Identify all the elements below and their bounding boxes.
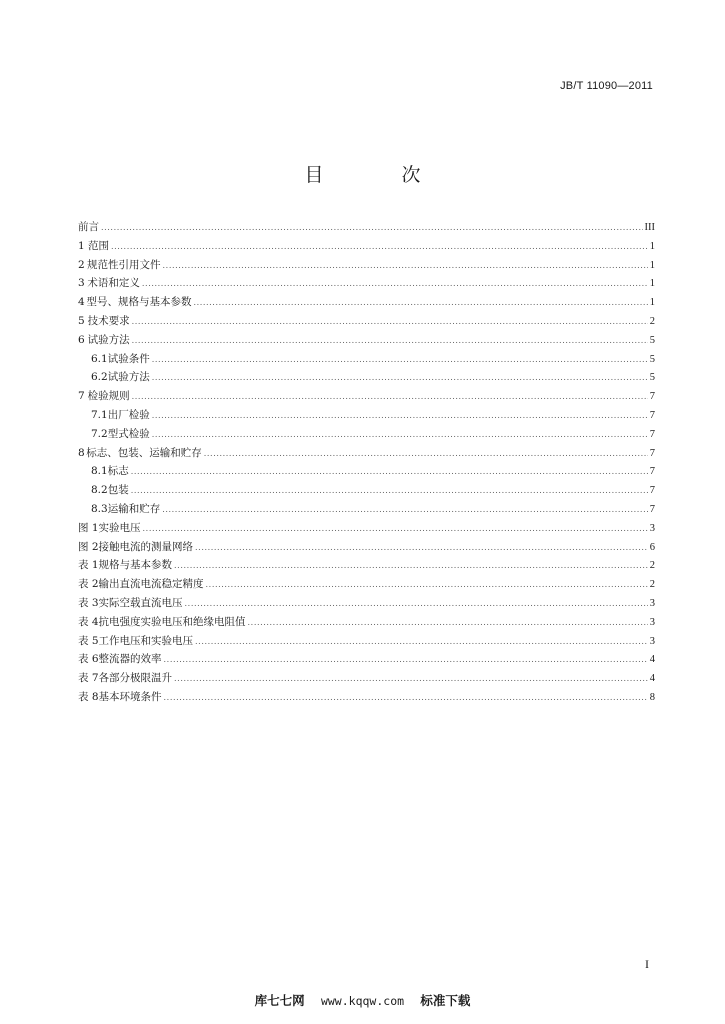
page-number: I [645,957,649,971]
footer-tagline: 标准下载 [420,993,471,1008]
toc-leader-dots [152,373,648,382]
toc-entry-number: 图 2 [78,540,99,553]
toc-leader-dots [174,674,648,683]
toc-entry-page: 3 [649,522,655,534]
toc-entry-number: 表 4 [78,615,99,628]
toc-entry-number: 6 [78,333,85,346]
toc-entry-number: 表 8 [78,690,99,703]
toc-entry-label: 运输和贮存 [107,502,161,515]
footer-site-name: 库七七网 [254,993,305,1008]
toc-entry[interactable] [78,238,655,257]
toc-entry-page: 7 [649,485,655,497]
toc-entry-label: 基本环境条件 [98,690,162,703]
toc-leader-dots [152,355,648,364]
toc-entry-number: 8.3 [91,502,108,515]
toc-entry-number: 7.1 [91,408,108,421]
toc-entry[interactable] [78,557,655,576]
toc-entry[interactable] [78,670,655,689]
toc-entry-label: 实际空载直流电压 [98,596,183,609]
toc-entry[interactable] [78,257,655,276]
toc-entry[interactable] [78,501,655,520]
toc-entry[interactable] [78,651,655,670]
toc-entry-number: 表 5 [78,634,99,647]
toc-entry-label: 规格与基本参数 [98,559,173,572]
toc-entry-page: 7 [649,503,655,515]
toc-leader-dots [132,392,648,401]
toc-entry-page: 2 [649,315,655,327]
toc-entry[interactable] [78,520,655,539]
toc-entry-page: 1 [649,278,655,290]
toc-entry-number: 8.2 [91,484,108,497]
toc-entry-page: 2 [649,560,655,572]
toc-entry-page: 4 [649,654,655,666]
toc-entry-page: 8 [649,691,655,703]
toc-entry-number: 2 [78,258,85,271]
toc-entry-number: 图 1 [78,521,99,534]
toc-entry-label: 术语和定义 [87,277,140,290]
toc-entry-label: 抗电强度实验电压和绝缘电阻值 [98,615,246,628]
toc-entry-page: III [644,222,655,233]
toc-leader-dots [248,618,648,627]
toc-entry[interactable] [78,426,655,445]
toc-entry-number: 表 7 [78,672,99,685]
toc-entry-label: 检验规则 [87,390,130,403]
toc-leader-dots [163,261,648,270]
toc-entry[interactable] [78,482,655,501]
toc-leader-dots [132,317,648,326]
toc-entry-number: 1 [78,239,85,252]
toc-entry-label: 试验方法 [87,333,130,346]
toc-entry-number: 8 [78,446,85,459]
toc-entry[interactable] [78,294,655,313]
toc-leader-dots [152,411,648,420]
toc-leader-dots [195,543,648,552]
toc-entry-page: 3 [649,616,655,628]
toc-entry-page: 4 [649,673,655,685]
toc-entry[interactable] [78,388,655,407]
toc-leader-dots [132,336,648,345]
toc-entry-page: 3 [649,597,655,609]
toc-entry-page: 1 [649,297,655,309]
toc-entry[interactable] [78,445,655,464]
toc-entry-label: 标志 [107,465,129,478]
toc-leader-dots [152,430,648,439]
toc-entry-label: 型式检验 [107,427,150,440]
toc-entry-number: 表 2 [78,578,99,591]
toc-entry[interactable] [78,407,655,426]
toc-entry[interactable] [78,614,655,633]
toc-leader-dots [142,279,648,288]
toc-entry-label: 前言 [78,221,99,233]
toc-entry-page: 7 [649,409,655,421]
table-of-contents [78,219,655,708]
toc-entry-page: 5 [649,372,655,384]
toc-entry-page: 2 [649,579,655,591]
toc-entry-label: 试验条件 [107,352,150,365]
page-title: 目 次 [304,164,457,186]
toc-entry-label: 各部分极限温升 [98,672,173,685]
toc-entry[interactable] [78,595,655,614]
toc-entry-number: 5 [78,314,85,327]
toc-entry-number: 表 1 [78,559,99,572]
toc-entry-page: 5 [649,334,655,346]
toc-leader-dots [164,655,648,664]
toc-leader-dots [193,298,647,307]
toc-entry-label: 标志、包装、运输和贮存 [86,446,202,459]
toc-entry[interactable] [78,463,655,482]
toc-entry-page: 6 [649,541,655,553]
toc-entry-page: 5 [649,353,655,365]
toc-entry-label: 出厂检验 [107,408,150,421]
toc-entry[interactable] [78,576,655,595]
toc-entry-page: 1 [649,240,655,252]
toc-entry-label: 实验电压 [98,521,141,534]
toc-entry-page: 7 [649,466,655,478]
toc-entry-label: 包装 [107,484,129,497]
toc-leader-dots [174,561,648,570]
toc-leader-dots [131,486,648,495]
toc-entry[interactable] [78,219,655,238]
toc-entry-page: 7 [649,447,655,459]
toc-entry-label: 技术要求 [87,314,130,327]
toc-entry-number: 8.1 [91,465,108,478]
toc-entry-number: 7 [78,390,85,403]
toc-entry-number: 3 [78,277,85,290]
toc-entry[interactable] [78,369,655,388]
toc-entry-label: 规范性引用文件 [87,258,161,271]
toc-entry-label: 整流器的效率 [98,653,162,666]
toc-entry-number: 6.2 [91,371,108,384]
toc-leader-dots [162,505,648,514]
toc-entry-label: 接触电流的测量网络 [98,540,194,553]
toc-entry[interactable] [78,332,655,351]
toc-entry[interactable] [78,539,655,558]
toc-entry-page: 1 [649,259,655,271]
toc-entry-number: 6.1 [91,352,108,365]
toc-entry[interactable] [78,313,655,332]
toc-entry[interactable] [78,633,655,652]
toc-leader-dots [206,580,648,589]
toc-entry-page: 3 [649,635,655,647]
toc-entry-label: 范围 [87,239,109,252]
standard-code: JB/T 11090—2011 [560,80,653,92]
toc-entry-label: 输出直流电流稳定精度 [98,578,204,591]
toc-entry-number: 7.2 [91,427,108,440]
toc-entry-label: 型号、规格与基本参数 [86,296,192,309]
toc-leader-dots [111,242,648,251]
footer-url[interactable]: www.kqqw.com [320,994,405,1008]
toc-entry[interactable] [78,275,655,294]
toc-entry-page: 7 [649,391,655,403]
toc-entry-number: 表 6 [78,653,99,666]
toc-entry-number: 4 [78,296,85,309]
toc-leader-dots [204,449,648,458]
toc-leader-dots [143,524,648,533]
toc-leader-dots [164,693,648,702]
toc-leader-dots [185,599,648,608]
toc-entry-page: 7 [649,428,655,440]
toc-leader-dots [131,467,648,476]
toc-entry-label: 试验方法 [107,371,150,384]
toc-leader-dots [101,223,643,232]
toc-entry[interactable] [78,351,655,370]
toc-entry-number: 表 3 [78,596,99,609]
footer-watermark [0,991,725,1009]
toc-entry[interactable] [78,689,655,708]
toc-entry-label: 工作电压和实验电压 [98,634,194,647]
toc-leader-dots [195,637,648,646]
